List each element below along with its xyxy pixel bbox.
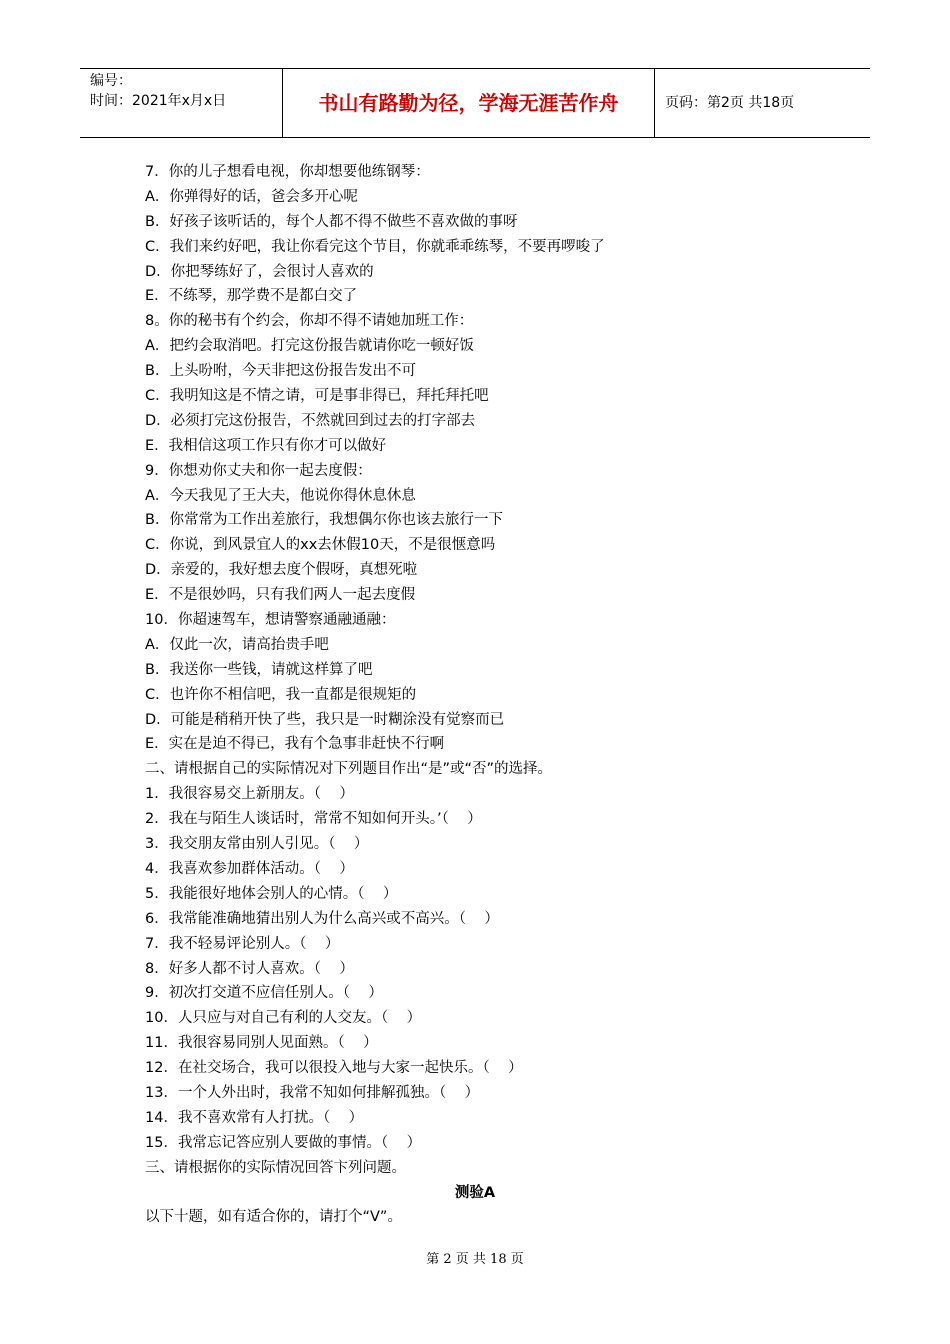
- text-line: 8。你的秘书有个约会，你却不得不请她加班工作：: [145, 313, 474, 330]
- text-line: C．也许你不相信吧，我一直都是很规矩的: [145, 686, 417, 703]
- text-line: C．你说，到风景宜人的xx去休假10天，不是很惬意吗: [145, 537, 496, 554]
- text-line: E．不是很妙吗，只有我们两人一起去度假: [145, 587, 416, 604]
- text-line: D．必须打完这份报告，不然就回到过去的打字部去: [145, 412, 476, 429]
- text-line: 2．我在与陌生人谈话时，常常不知如何开头。’（ ）: [145, 811, 482, 828]
- text-line: 1．我很容易交上新朋友。（ ）: [145, 786, 354, 803]
- text-line: 5．我能很好地体会别人的心情。（ ）: [145, 885, 398, 902]
- text-line: 10．人只应与对自己有利的人交友。（ ）: [145, 1010, 422, 1027]
- text-line: A．今天我见了王大夫，他说你得休息休息: [145, 487, 416, 504]
- text-line: 11．我很容易同别人见面熟。（ ）: [145, 1035, 378, 1052]
- text-line: 14．我不喜欢常有人打扰。（ ）: [145, 1109, 364, 1126]
- page-info: 页码：第2页 共18页: [665, 95, 795, 111]
- text-line: 三、请根据你的实际情况回答卞列问题。: [145, 1159, 406, 1176]
- text-line: 7．你的儿子想看电视，你却想要他练钢琴：: [145, 164, 430, 180]
- text-line: 7．我不轻易评论别人。（ ）: [145, 935, 340, 952]
- text-line: 6．我常能准确地猜出别人为什么高兴或不高兴。（ ）: [145, 910, 499, 927]
- document-body: [145, 160, 865, 1230]
- page-header: [80, 68, 870, 138]
- text-line: B．好孩子该听话的，每个人都不得不做些不喜欢做的事呀: [145, 213, 518, 230]
- text-line: E．我相信这项工作只有你才可以做好: [145, 437, 387, 454]
- text-line: D．亲爱的，我好想去度个假呀，真想死啦: [145, 562, 418, 579]
- code-label: 编号：: [90, 73, 132, 89]
- text-line: 12．在社交场合，我可以很投入地与大家一起快乐。（ ）: [145, 1060, 523, 1077]
- text-line: 8．好多人都不讨人喜欢。（ ）: [145, 960, 354, 977]
- text-line: 4．我喜欢参加群体活动。（ ）: [145, 860, 354, 877]
- text-line: A．你弹得好的话，爸会多开心呢: [145, 188, 358, 205]
- text-line: E．不练琴，那学费不是都白交了: [145, 288, 358, 305]
- text-line: 3．我交朋友常由别人引见。（ ）: [145, 836, 369, 853]
- motto: 书山有路勤为径，学海无涯苦作舟: [282, 69, 655, 137]
- date-label: 时间：2021年x月x日: [90, 93, 227, 109]
- text-line: A．把约会取消吧。打完这份报告就请你吃一顿好饭: [145, 338, 474, 355]
- text-line: D．你把琴练好了，会很讨人喜欢的: [145, 263, 374, 280]
- text-line: A．仅此一次，请高抬贵手吧: [145, 636, 329, 653]
- text-line: C．我明知这是不情之请，可是事非得已，拜托拜托吧: [145, 388, 489, 405]
- text-line: 10．你超速驾车，想请警察通融通融：: [145, 612, 396, 629]
- text-line: D．可能是稍稍开快了些，我只是一时糊涂没有觉察而已: [145, 711, 505, 728]
- text-line: 15．我常忘记答应别人要做的事情。（ ）: [145, 1134, 422, 1151]
- text-line: 二、请根据自己的实际情况对下列题目作出“是”或“否”的选择。: [145, 761, 553, 778]
- section-title: 测验A: [454, 1184, 496, 1201]
- text-line: B．我送你一些钱，请就这样算了吧: [145, 661, 373, 678]
- header-meta-cell: [80, 69, 282, 137]
- text-line: 13．一个人外出时，我常不知如何排解孤独。（ ）: [145, 1084, 480, 1101]
- text-line: C．我们来约好吧，我让你看完这个节目，你就乖乖练琴，不要再啰唆了: [145, 238, 605, 255]
- page-footer: 第 2 页 共 18 页: [426, 1252, 524, 1267]
- text-line: E．实在是迫不得已，我有个急事非赶快不行啊: [145, 736, 445, 753]
- text-line: 9．初次打交道不应信任别人。（ ）: [145, 985, 383, 1002]
- text-line: 9．你想劝你丈夫和你一起去度假：: [145, 462, 372, 479]
- text-line: B．上头吩咐，今天非把这份报告发出不可: [145, 363, 416, 380]
- instruction-line: 以下十题，如有适合你的，请打个“V”。: [145, 1209, 402, 1226]
- text-line: B．你常常为工作出差旅行，我想偶尔你也该去旅行一下: [145, 512, 503, 529]
